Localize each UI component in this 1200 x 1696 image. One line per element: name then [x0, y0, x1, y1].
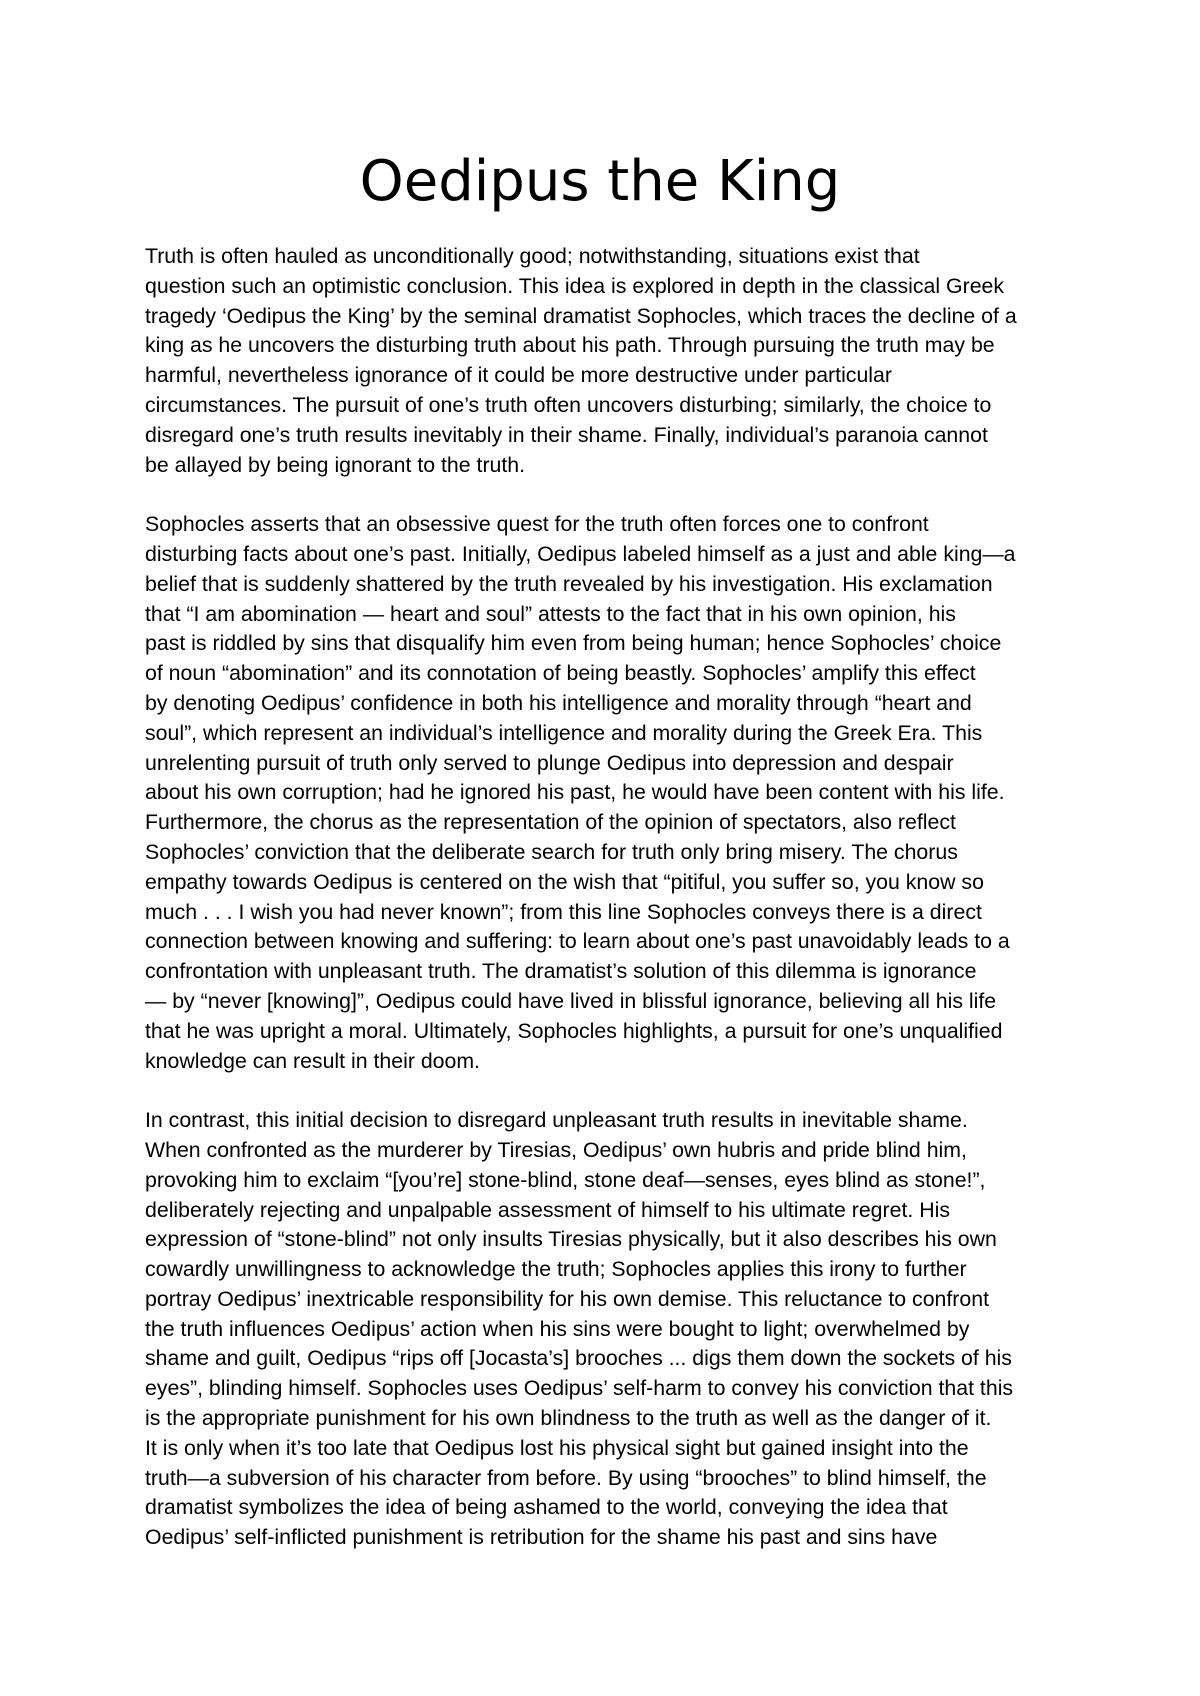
text-line: Truth is often hauled as unconditionally good; notwithstanding, situations exist that — [145, 244, 920, 268]
text-line: dramatist symbolizes the idea of being ashamed to the world, conveying the idea that — [145, 1495, 948, 1520]
text-line: truth—a subversion of his character from before. By using “brooches” to blind himself, the — [145, 1465, 987, 1490]
text-line: disregard one’s truth results inevitably in their shame. Finally, individual’s paranoia cannot — [145, 422, 988, 447]
text-line: king as he uncovers the disturbing truth about his path. Through pursuing the truth may be — [145, 333, 995, 358]
text-line: of noun “abomination” and its connotation of being beastly. Sophocles’ amplify this effect — [145, 661, 976, 686]
text-line: cowardly unwillingness to acknowledge the truth; Sophocles applies this irony to further — [145, 1257, 967, 1282]
text-line: When confronted as the murderer by Tiresias, Oedipus’ own hubris and pride blind him, — [145, 1137, 967, 1162]
text-line: soul”, which represent an individual’s intelligence and morality during the Greek Era. This — [145, 720, 983, 745]
text-line: portray Oedipus’ inextricable responsibility for his own demise. This reluctance to confront — [145, 1286, 989, 1311]
paragraph-2 — [145, 510, 1065, 1076]
text-line: disturbing facts about one’s past. Initially, Oedipus labeled himself as a just and able king—a — [145, 541, 1016, 566]
text-line: much . . . I wish you had never known”; from this line Sophocles conveys there is a direct — [145, 899, 982, 924]
text-line: — by “never [knowing]”, Oedipus could have lived in blissful ignorance, believing all his life — [145, 988, 997, 1013]
text-line: connection between knowing and suffering: to learn about one’s past unavoidably leads to a — [145, 929, 1010, 954]
text-line: Sophocles’ conviction that the deliberate search for truth only bring misery. The chorus — [145, 839, 958, 864]
text-line: Sophocles asserts that an obsessive quest for the truth often forces one to confront — [145, 512, 929, 537]
text-line: harmful, nevertheless ignorance of it could be more destructive under particular — [145, 363, 892, 388]
text-line: Furthermore, the chorus as the representation of the opinion of spectators, also reflect — [145, 810, 956, 835]
text-line: unrelenting pursuit of truth only served to plunge Oedipus into depression and despair — [145, 750, 954, 775]
text-line: empathy towards Oedipus is centered on the wish that “pitiful, you suffer so, you know so — [145, 869, 984, 894]
text-line: In contrast, this initial decision to disregard unpleasant truth results in inevitable shame. — [145, 1108, 968, 1133]
text-line: that “I am abomination — heart and soul” attests to the fact that in his own opinion, his — [145, 601, 956, 626]
text-line: question such an optimistic conclusion. This idea is explored in depth in the classical Greek — [145, 273, 1005, 298]
text-line: is the appropriate punishment for his own blindness to the truth as well as the danger of it. — [145, 1406, 992, 1431]
text-line: It is only when it’s too late that Oedipus lost his physical sight but gained insight into the — [145, 1435, 969, 1460]
text-line: circumstances. The pursuit of one’s truth often uncovers disturbing; similarly, the choice to — [145, 392, 992, 417]
text-line: eyes”, blinding himself. Sophocles uses Oedipus’ self-harm to convey his conviction that this — [145, 1376, 1014, 1401]
text-line: the truth influences Oedipus’ action when his sins were bought to light; overwhelmed by — [145, 1316, 970, 1341]
text-line: knowledge can result in their doom. — [145, 1048, 481, 1073]
text-line: be allayed by being ignorant to the truth. — [145, 452, 526, 477]
text-line: tragedy ‘Oedipus the King’ by the seminal dramatist Sophocles, which traces the decline of a — [145, 303, 1017, 328]
text-line: Oedipus’ self-inflicted punishment is retribution for the shame his past and sins have — [145, 1525, 938, 1550]
document-title: Oedipus the King — [359, 149, 841, 214]
text-line: confrontation with unpleasant truth. The dramatist’s solution of this dilemma is ignorance — [145, 959, 977, 984]
text-line: expression of “stone-blind” not only insults Tiresias physically, but it also describes his own — [145, 1227, 997, 1252]
text-line: past is riddled by sins that disqualify him even from being human; hence Sophocles’ choice — [145, 631, 1002, 656]
text-line: shame and guilt, Oedipus “rips off [Jocasta’s] brooches ... digs them down the sockets of his — [145, 1346, 1012, 1371]
paragraph-1 — [145, 242, 1065, 480]
paragraph-3 — [145, 1106, 1065, 1553]
text-line: belief that is suddenly shattered by the truth revealed by his investigation. His exclamation — [145, 571, 993, 596]
text-line: provoking him to exclaim “[you’re] stone-blind, stone deaf—senses, eyes blind as stone!”, — [145, 1167, 986, 1192]
text-line: deliberately rejecting and unpalpable assessment of himself to his ultimate regret. His — [145, 1197, 950, 1222]
text-line: by denoting Oedipus’ confidence in both his intelligence and morality through “heart and — [145, 690, 972, 715]
text-line: that he was upright a moral. Ultimately, Sophocles highlights, a pursuit for one’s unqualified — [145, 1018, 1003, 1043]
document-body — [145, 242, 1065, 1583]
text-line: about his own corruption; had he ignored his past, he would have been content with his life. — [145, 780, 1005, 805]
